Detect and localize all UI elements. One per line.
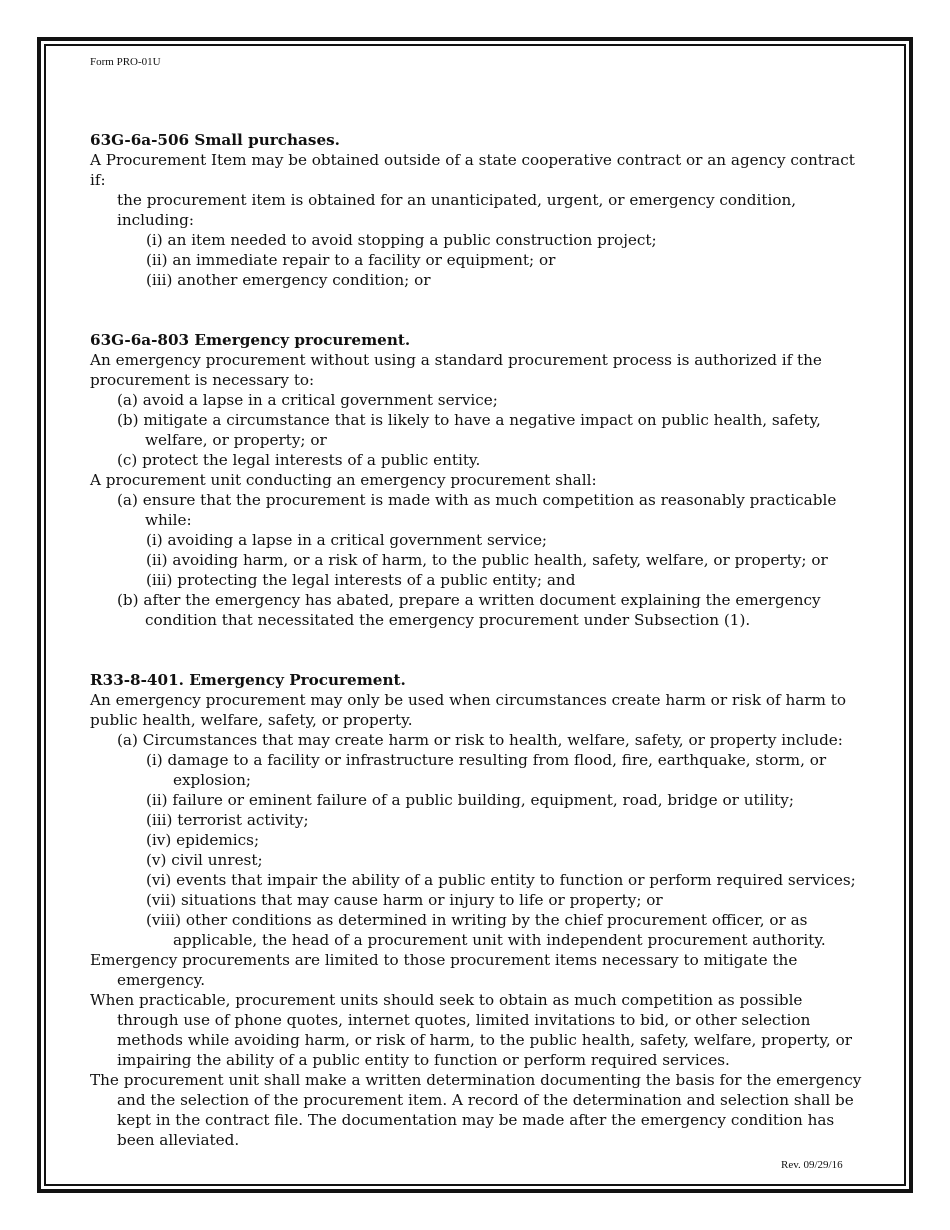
- section-intro: An emergency procurement without using a standard procurement process is authorized if the procurement is necessary to:: [90, 351, 822, 389]
- section-intro: An emergency procurement may only be used when circumstances create harm or risk of harm to public health, welfare, safety, or property.: [90, 691, 847, 729]
- section-r33-emergency-procurement: [90, 670, 865, 1150]
- list-item: (b) after the emergency has abated, prepare a written document explaining the emergency condition that necessitated the emergency procurement under Subsection (1).: [117, 591, 821, 629]
- sub-list-item: (iii) terrorist activity;: [146, 811, 309, 829]
- list-item: (b) mitigate a circumstance that is likely to have a negative impact on public health, safety, welfare, or property; or: [117, 411, 821, 449]
- list-item: the procurement item is obtained for an unanticipated, urgent, or emergency condition, including:: [117, 191, 797, 229]
- section-intro-2: A procurement unit conducting an emergency procurement shall:: [90, 471, 597, 489]
- sub-list-item: (ii) an immediate repair to a facility or equipment; or: [146, 251, 556, 269]
- list-item: (a) avoid a lapse in a critical government service;: [117, 391, 498, 409]
- sub-list-item: (v) civil unrest;: [146, 851, 263, 869]
- section-small-purchases: [90, 130, 865, 290]
- document-body: [90, 130, 865, 1150]
- section-heading: 63G-6a-803 Emergency procurement.: [90, 331, 411, 349]
- sub-list-item: (iii) protecting the legal interests of a public entity; and: [146, 571, 576, 589]
- paragraph: When practicable, procurement units should seek to obtain as much competition as possible through use of phone quotes, internet quotes, limited invitations to bid, or other selection methods while avoiding harm, or risk of harm, to the public health, safety, welfare, property, or impairing the ability of a public entity to function or perform required services.: [90, 991, 852, 1069]
- sub-list-item: (iii) another emergency condition; or: [146, 271, 431, 289]
- section-heading: 63G-6a-506 Small purchases.: [90, 131, 340, 149]
- sub-list-item: (vi) events that impair the ability of a public entity to function or perform required services;: [146, 871, 856, 889]
- form-id: Form PRO-01U: [90, 56, 161, 68]
- sub-list-item: (i) avoiding a lapse in a critical government service;: [146, 531, 548, 549]
- sub-list-item: (ii) failure or eminent failure of a public building, equipment, road, bridge or utility;: [146, 791, 794, 809]
- list-item: (a) ensure that the procurement is made with as much competition as reasonably practicable while:: [117, 491, 837, 529]
- list-item: (a) Circumstances that may create harm or risk to health, welfare, safety, or property include:: [117, 731, 843, 749]
- section-heading: R33-8-401. Emergency Procurement.: [90, 671, 406, 689]
- paragraph: Emergency procurements are limited to those procurement items necessary to mitigate the emergency.: [90, 951, 798, 989]
- sub-list-item: (i) damage to a facility or infrastructure resulting from flood, fire, earthquake, storm, or explosion;: [146, 751, 827, 789]
- sub-list-item: (ii) avoiding harm, or a risk of harm, to the public health, safety, welfare, or property; or: [146, 551, 828, 569]
- sub-list-item: (viii) other conditions as determined in writing by the chief procurement officer, or as applicable, the head of a procurement unit with independent procurement authority.: [146, 911, 826, 949]
- sub-list-item: (vii) situations that may cause harm or injury to life or property; or: [146, 891, 663, 909]
- sub-list-item: (i) an item needed to avoid stopping a public construction project;: [146, 231, 657, 249]
- sub-list-item: (iv) epidemics;: [146, 831, 260, 849]
- section-intro: A Procurement Item may be obtained outside of a state cooperative contract or an agency contract if:: [90, 151, 855, 189]
- section-emergency-procurement: [90, 330, 865, 630]
- list-item: (c) protect the legal interests of a public entity.: [117, 451, 481, 469]
- revision-date: Rev. 09/29/16: [781, 1159, 843, 1171]
- paragraph: The procurement unit shall make a written determination documenting the basis for the emergency and the selection of the procurement item. A record of the determination and selection shall be kept in the contract file. The documentation may be made after the emergency condition has been alleviated.: [90, 1071, 862, 1149]
